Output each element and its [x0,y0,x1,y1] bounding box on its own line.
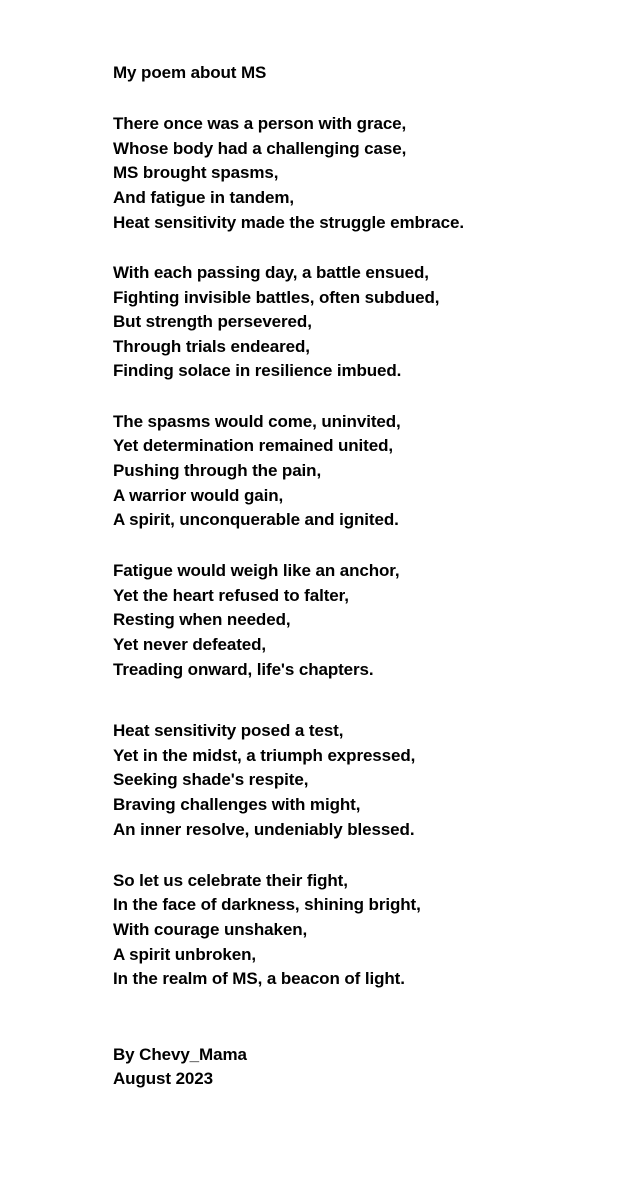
stanza-6-line-4: A spirit unbroken, [113,945,257,964]
stanza-2-line-2: Fighting invisible battles, often subdued, [113,288,440,307]
stanza-3-line-1: The spasms would come, uninvited, [113,412,401,431]
stanza-2-line-5: Finding solace in resilience imbued. [113,361,402,380]
signature-author: By Chevy_Mama [113,1045,247,1064]
poem-title: My poem about MS [113,63,267,82]
stanza-3-line-4: A warrior would gain, [113,486,284,505]
stanza-1-line-2: Whose body had a challenging case, [113,139,407,158]
stanza-6-line-1: So let us celebrate their fight, [113,871,348,890]
stanza-3-line-5: A spirit, unconquerable and ignited. [113,510,399,529]
stanza-5-line-1: Heat sensitivity posed a test, [113,721,344,740]
stanza-1-line-5: Heat sensitivity made the struggle embrace. [113,213,464,232]
stanza-2-line-4: Through trials endeared, [113,337,310,356]
stanza-3-line-3: Pushing through the pain, [113,461,322,480]
stanza-2-line-3: But strength persevered, [113,312,312,331]
stanza-6-line-3: With courage unshaken, [113,920,308,939]
stanza-2-line-1: With each passing day, a battle ensued, [113,263,429,282]
stanza-4-line-4: Yet never defeated, [113,635,267,654]
stanza-4-line-3: Resting when needed, [113,610,291,629]
stanza-5-line-3: Seeking shade's respite, [113,770,309,789]
stanza-1-line-4: And fatigue in tandem, [113,188,295,207]
stanza-1-line-3: MS brought spasms, [113,163,279,182]
stanza-1-line-1: There once was a person with grace, [113,114,407,133]
stanza-5-line-2: Yet in the midst, a triumph expressed, [113,746,416,765]
stanza-4-line-2: Yet the heart refused to falter, [113,586,349,605]
stanza-6-line-2: In the face of darkness, shining bright, [113,895,421,914]
stanza-5-line-4: Braving challenges with might, [113,795,361,814]
signature-date: August 2023 [113,1069,213,1088]
stanza-3-line-2: Yet determination remained united, [113,436,393,455]
stanza-4-line-1: Fatigue would weigh like an anchor, [113,561,400,580]
stanza-5-line-5: An inner resolve, undeniably blessed. [113,820,415,839]
stanza-4-line-5: Treading onward, life's chapters. [113,660,374,679]
stanza-6-line-5: In the realm of MS, a beacon of light. [113,969,405,988]
